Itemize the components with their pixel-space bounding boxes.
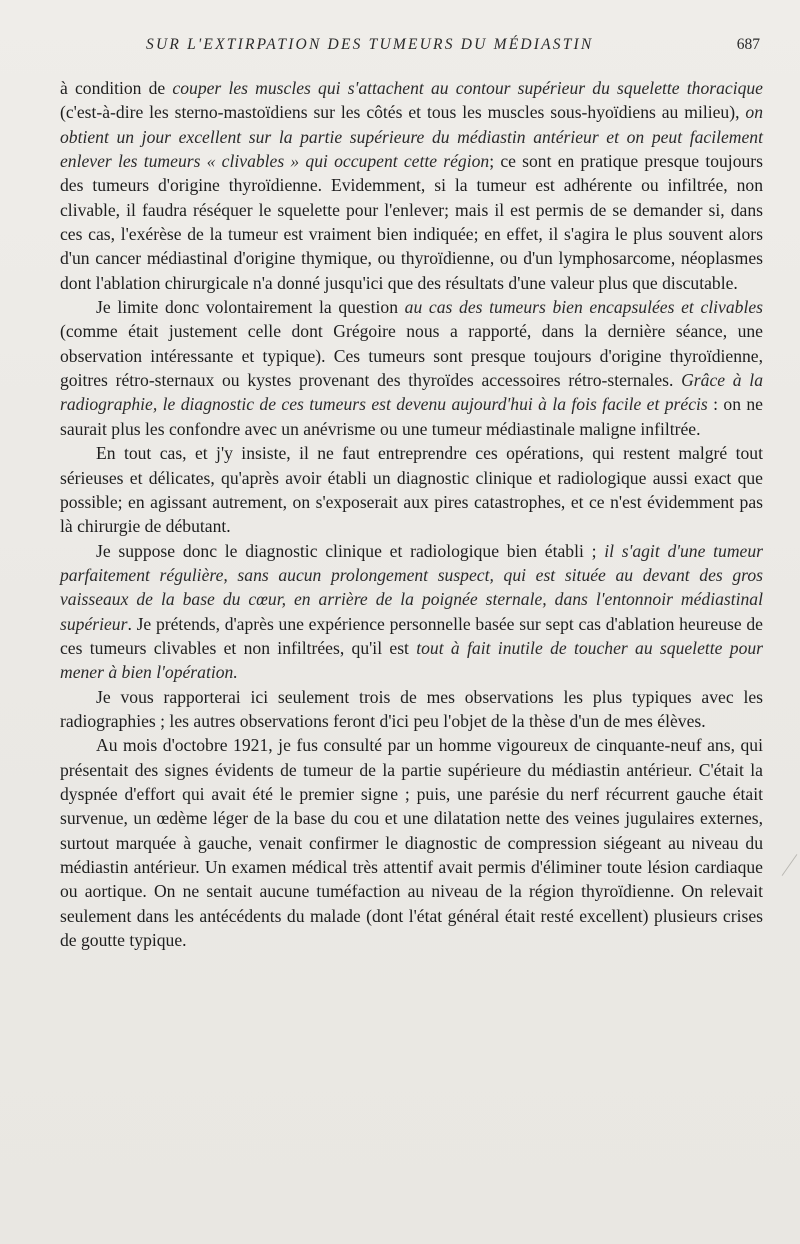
- text-run: (comme était justement celle dont Grégoire nous a rapporté, dans la dernière séance, une observation intéressante et typique). Ces tumeurs sont presque toujours d'origine thyroïdienne, goitres rétro-sternaux ou kystes provenant des thyroïdes accessoires rétro-sternales.: [60, 321, 763, 391]
- paragraph-5: [60, 685, 763, 734]
- italic-run: on obtient un jour excellent sur la partie supérieure du médiastin antérieur et on peut facilement enlever les tumeurs « clivables » qui occupent cette région: [60, 102, 763, 172]
- italic-run: Grâce à la radiographie, le diagnostic de ces tumeurs est devenu aujourd'hui à la fois facile et précis: [60, 370, 763, 415]
- text-run: Je vous rapporterai ici seulement trois de mes observations les plus typiques avec les radiographies ; les autres observations feront d'ici peu l'objet de la thèse d'un de mes élèves.: [60, 686, 763, 731]
- paragraph-3: [60, 441, 763, 538]
- text-run: : on ne saurait plus les confondre avec un anévrisme ou une tumeur médiastinale maligne infiltrée.: [60, 394, 763, 439]
- body-text: [60, 76, 763, 952]
- running-title: SUR L'EXTIRPATION DES TUMEURS DU MÉDIASTIN: [146, 36, 594, 53]
- paragraph-1: [60, 76, 763, 295]
- text-run: (c'est-à-dire les sterno-mastoïdiens sur les côtés et tous les muscles sous-hyoïdiens au milieu),: [60, 102, 746, 123]
- paragraph-2: [60, 295, 763, 441]
- margin-pencil-mark: [782, 854, 798, 876]
- italic-run: il s'agit d'une tumeur parfaitement régulière, sans aucun prolongement suspect, qui est située au devant des gros vaisseaux de la base du cœur, en arrière de la poignée sternale, dans l'entonnoir médiastinal supérieur: [60, 540, 763, 634]
- text-run: . Je prétends, d'après une expérience personnelle basée sur sept cas d'ablation heureuse de ces tumeurs clivables et non infiltrées, qu'il est: [60, 613, 763, 658]
- text-run: ; ce sont en pratique presque toujours des tumeurs d'origine thyroïdienne. Evidemment, si la tumeur est adhérente ou infiltrée, non clivable, il faudra réséquer le squelette pour l'enlever; mais il est permis de se demander si, dans ces cas, l'exérèse de la tumeur est vraiment bien indiquée; en effet, il s'agira le plus souvent alors d'un cancer médiastinal d'origine thymique, ou thyroïdienne, ou d'un lymphosarcome, néoplasmes dont l'ablation chirurgicale n'a donné jusqu'ici que des résultats d'une valeur plus que discutable.: [60, 151, 763, 293]
- page-number: 687: [736, 36, 760, 53]
- running-head: [60, 36, 760, 60]
- paragraph-4: [60, 539, 763, 685]
- text-run: En tout cas, et j'y insiste, il ne faut entreprendre ces opérations, qui restent malgré tout sérieuses et délicates, qu'après avoir établi un diagnostic clinique et radiologique aussi exact que possible; en agissant autrement, on s'exposerait aux pires catastrophes, et ce n'est évidemment pas là chirurgie de débutant.: [60, 443, 763, 537]
- italic-run: tout à fait inutile de toucher au squelette pour mener à bien l'opération.: [60, 637, 764, 683]
- text-run: Je limite donc volontairement la question: [96, 297, 405, 318]
- paragraph-6: [60, 733, 763, 952]
- text-run: Au mois d'octobre 1921, je fus consulté par un homme vigoureux de cinquante-neuf ans, qui présentait des signes évidents de tumeur de la partie supérieure du médiastin antérieur. C'était la dyspnée d'effort qui avait été le premier signe ; puis, une parésie du nerf récurrent gauche était survenue, un œdème léger de la base du cou et une dilatation nette des veines jugulaires externes, surtout marquée à gauche, venait confirmer le diagnostic de compression siégeant au niveau du médiastin antérieur. Un examen médical très attentif avait permis d'éliminer toute lésion cardiaque ou aortique. On ne sentait aucune tuméfaction au niveau de la région thyroïdienne. On relevait seulement dans les antécédents du malade (dont l'état général était resté excellent) plusieurs crises de goutte typique.: [60, 735, 763, 951]
- text-run: Je suppose donc le diagnostic clinique et radiologique bien établi ;: [96, 540, 605, 561]
- italic-run: au cas des tumeurs bien encapsulées et clivables: [404, 297, 763, 318]
- italic-run: couper les muscles qui s'attachent au contour supérieur du squelette thoracique: [172, 78, 763, 98]
- text-run: à condition de: [60, 78, 173, 98]
